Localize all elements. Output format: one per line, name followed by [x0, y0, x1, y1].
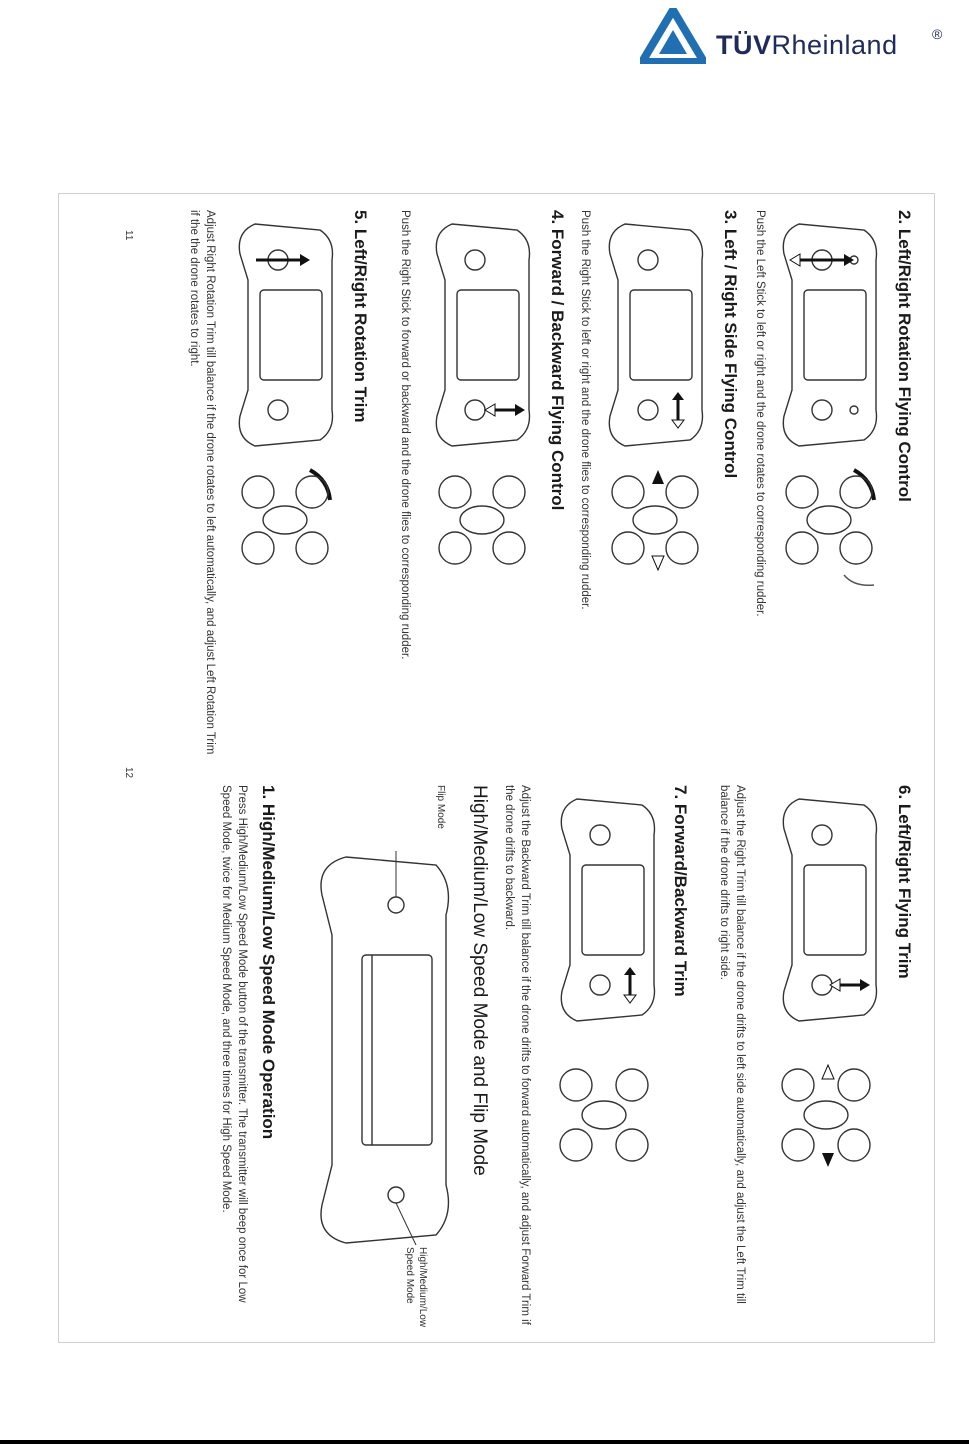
- page-number: 12: [123, 767, 134, 779]
- op-heading: 1. High/Medium/Low Speed Mode Operation: [259, 785, 278, 1140]
- section-heading: 5. Left/Right Rotation Trim: [351, 210, 370, 423]
- manual-spread: [108, 210, 918, 1330]
- logo-wordmark: TÜVRheinland: [716, 30, 898, 60]
- bottom-rule: [0, 1440, 969, 1444]
- section-text: Push the Left Stick to left or right and the drone rotates to corresponding rudder.: [754, 210, 766, 617]
- transmitter-drone-illustration: [427, 220, 537, 600]
- transmitter-drone-illustration: [542, 795, 662, 1215]
- section-text: Push the Right Stick to left or right and the drone flies to corresponding rudder.: [579, 210, 591, 610]
- page-number: 11: [123, 230, 134, 241]
- flip-mode-label: Flip Mode: [435, 785, 446, 829]
- tuv-rheinland-logo: [640, 8, 950, 68]
- transmitter-drone-illustration: [230, 220, 340, 600]
- section-heading: 4. Forward / Backward Flying Control: [548, 210, 567, 511]
- transmitter-mode-buttons-illustration: [306, 845, 456, 1275]
- registered-mark: ®: [932, 26, 943, 42]
- section-text: Adjust Right Rotation Trim till balance if the drone rotates to left automatically, and adjust Left Rotation Trim if the the drone rotates to right.: [188, 210, 216, 755]
- transmitter-drone-illustration: [764, 795, 884, 1215]
- triangle-logo-icon: [640, 8, 706, 64]
- mode-heading: High/Medium/Low Speed Mode and Flip Mode: [469, 785, 490, 1176]
- section-heading: 3. Left / Right Side Flying Control: [721, 210, 740, 479]
- speed-mode-label-line1: High/Medium/Low: [417, 1247, 428, 1328]
- op-text: Press High/Medium/Low Speed Mode button of the transmitter. The transmitter will beep once for Low Speed Mode, twice for Medium Speed Mode, and three times for High Speed Mode.: [220, 785, 248, 1303]
- section-text: Push the Right Stick to forward or backward and the drone flies to corresponding rudder.: [399, 210, 411, 660]
- section-text: Adjust the Right Trim till balance if the drone drifts to left side automatically, and adjust the Left Trim till balance if the drone drifts to right side.: [718, 785, 746, 1304]
- section-heading: 2. Left/Right Rotation Flying Control: [895, 210, 914, 502]
- section-heading: 7. Forward/Backward Trim: [671, 785, 690, 997]
- transmitter-drone-illustration: [600, 220, 710, 600]
- page-11: [108, 210, 918, 755]
- section-text: Adjust the Backward Trim till balance if the drone drifts to forward automatically, and adjust Forward Trim if the drone drifts to backward.: [503, 785, 531, 1325]
- section-heading: 6. Left/Right Flying Trim: [895, 785, 914, 979]
- speed-mode-label-line2: Speed Mode: [404, 1247, 415, 1304]
- transmitter-drone-illustration: [774, 220, 884, 600]
- page-12: [108, 767, 918, 1330]
